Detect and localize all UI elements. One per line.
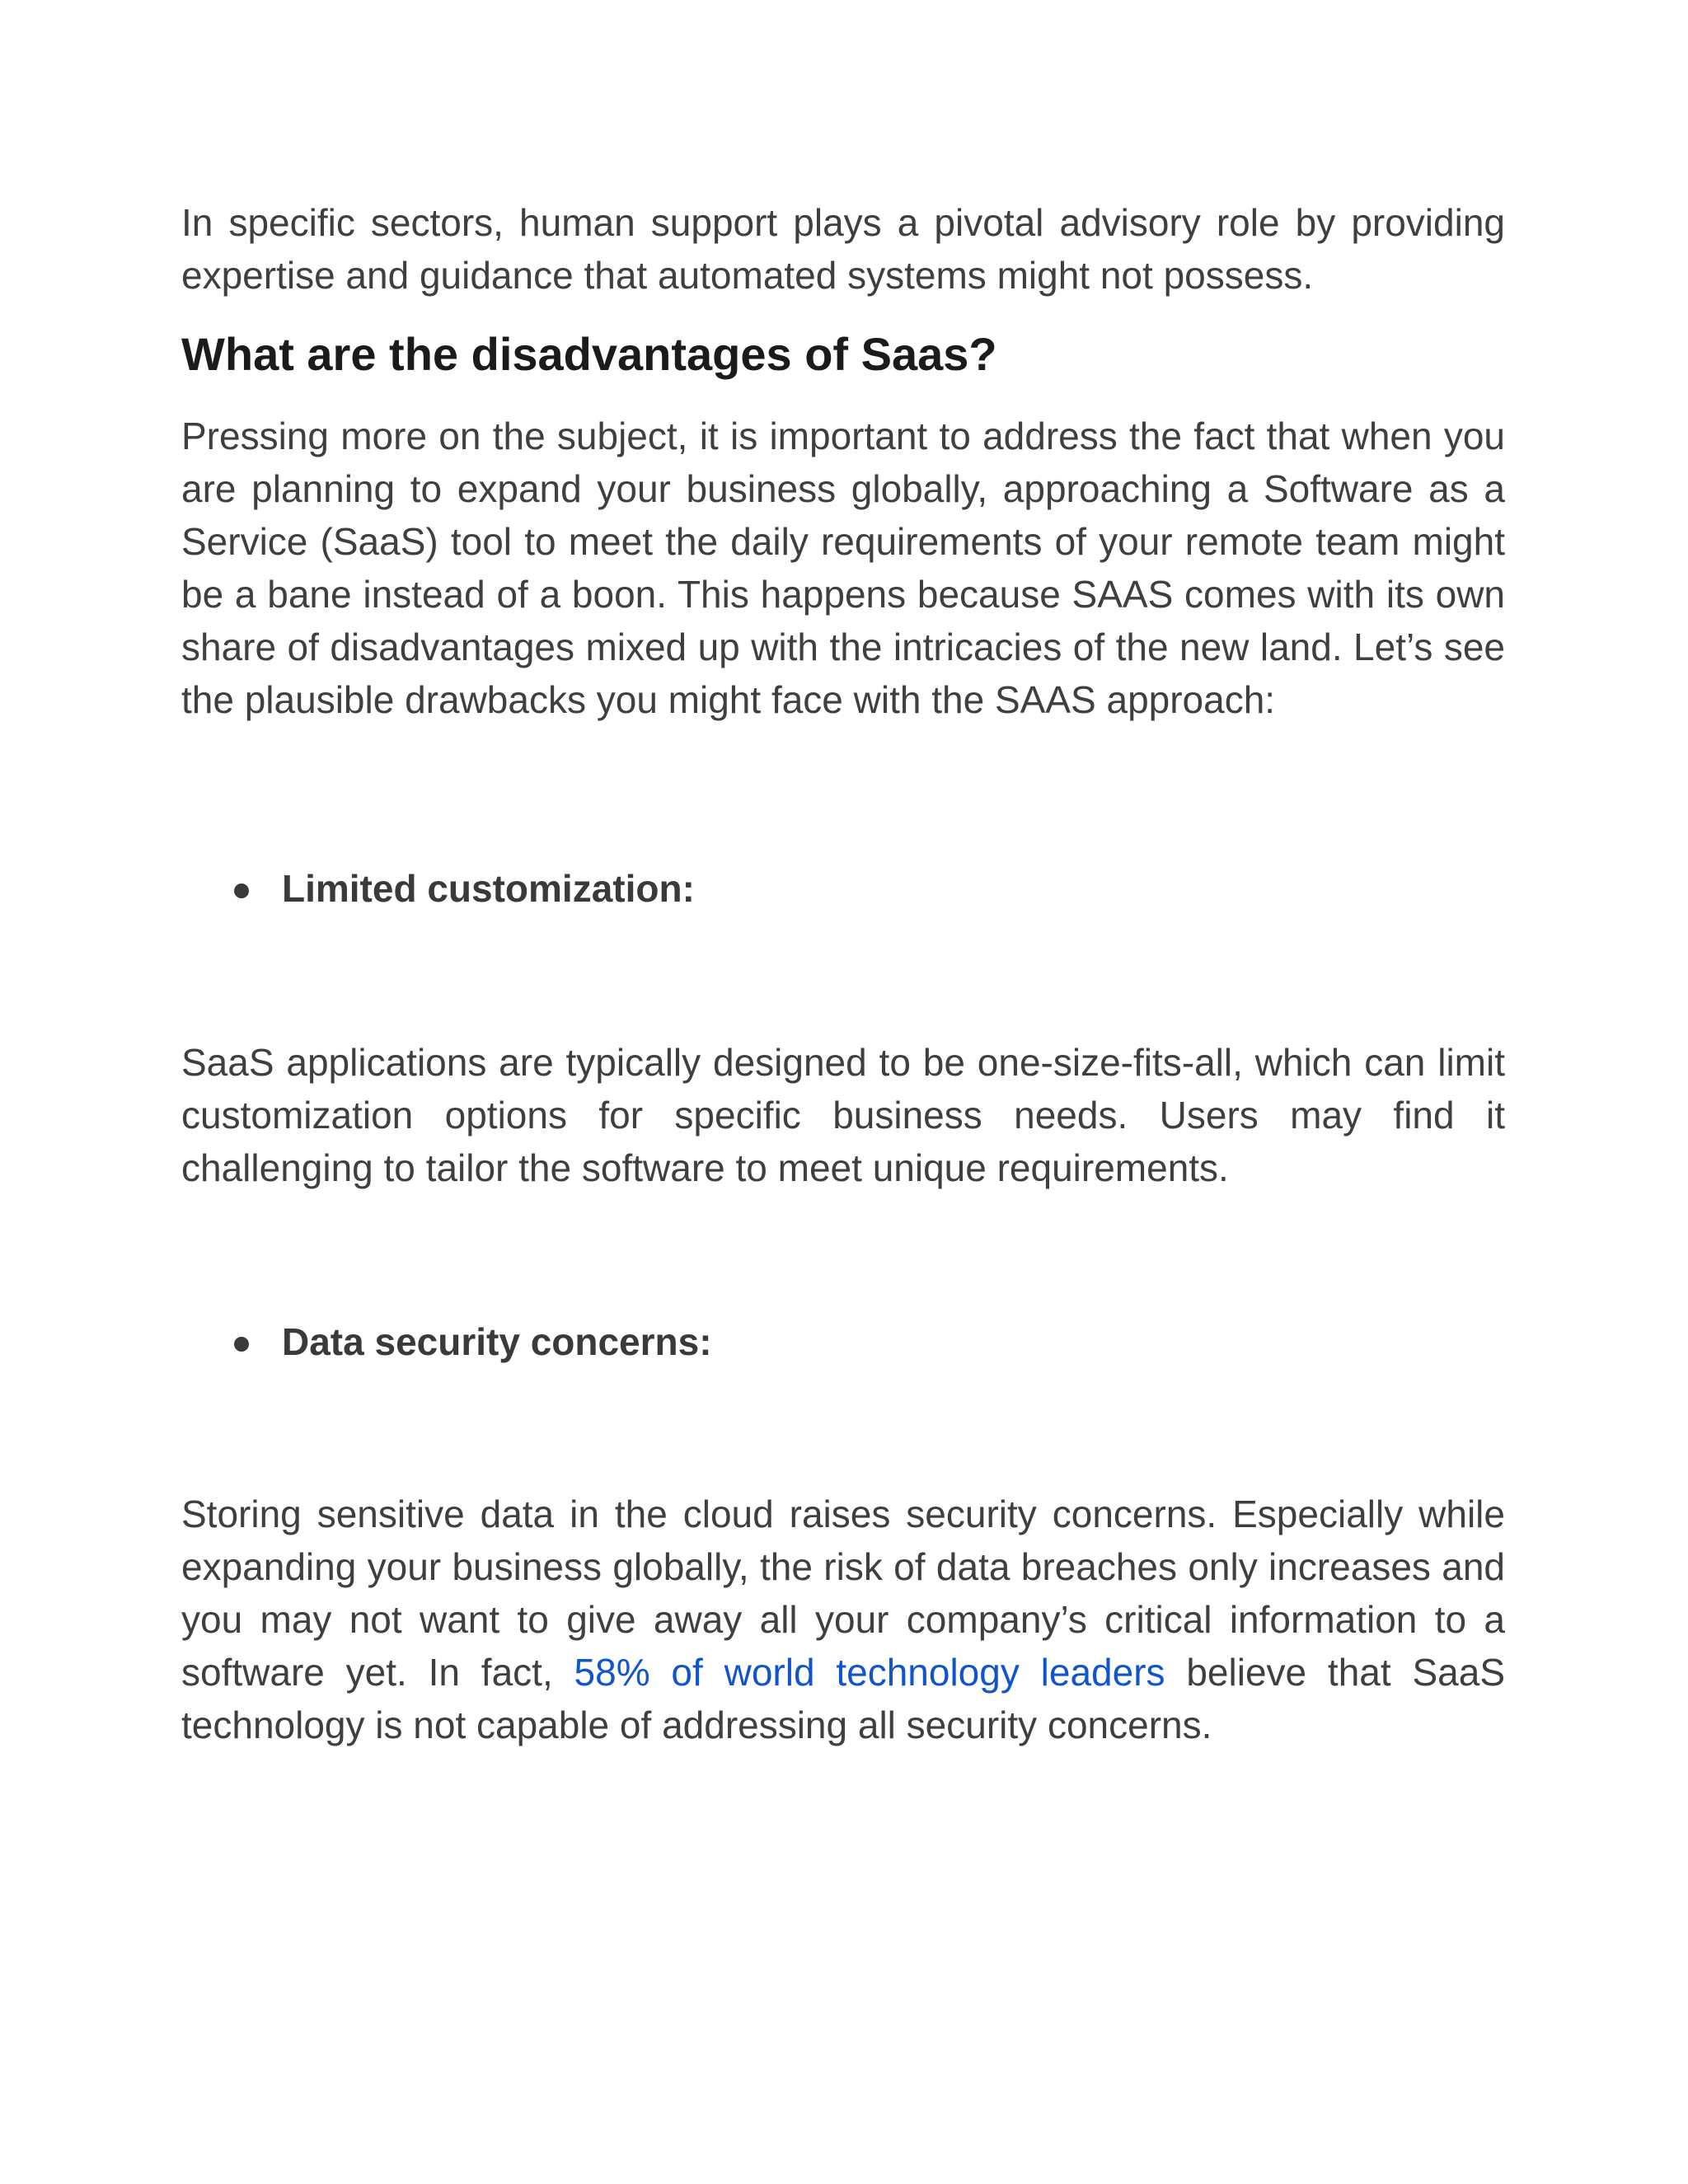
- intro-paragraph: In specific sectors, human support plays a pivotal advisory role by providing expertise and guidance that automated systems might not possess.: [181, 201, 1505, 297]
- bullet-item-data-security: [181, 1315, 1505, 1368]
- paragraph-text: believe that SaaS technology is not capable of addressing all security concerns.: [181, 1651, 1506, 1746]
- bullet-label: Data security concerns:: [282, 1320, 712, 1363]
- bullet-list: [181, 862, 1505, 915]
- bullet-label: Limited customization:: [282, 867, 695, 910]
- bullet-dot-icon: [234, 883, 249, 898]
- bullet-item-limited-customization: [181, 862, 1505, 915]
- bullet-list: [181, 1315, 1505, 1368]
- overview-paragraph: Pressing more on the subject, it is important to address the fact that when you are planning to expand your business globally, approaching a Software as a Service (SaaS) tool to meet the daily requirements of your remote team might be a bane instead of a boon. This happens because SAAS comes with its own share of disadvantages mixed up with the intricacies of the new land. Let’s see the plausible drawbacks you might face with the SAAS approach:: [181, 415, 1505, 721]
- section-heading: What are the disadvantages of Saas?: [181, 328, 997, 380]
- limited-customization-paragraph: SaaS applications are typically designed to be one-size-fits-all, which can limit customization options for specific business needs. Users may find it challenging to tailor the software to meet unique requirements.: [181, 1041, 1505, 1189]
- data-security-paragraph: [181, 1488, 1505, 1751]
- statistic-link[interactable]: 58% of world technology leaders: [574, 1651, 1165, 1694]
- bullet-dot-icon: [234, 1337, 249, 1352]
- document-body: [181, 196, 1505, 1751]
- paragraph-text: Storing sensitive data in the cloud raises security concerns. Especially while expanding your business globally, the risk of data breaches only increases and you may not want to give away all your company’s critical information to a software yet. In fact,: [181, 1493, 1505, 1694]
